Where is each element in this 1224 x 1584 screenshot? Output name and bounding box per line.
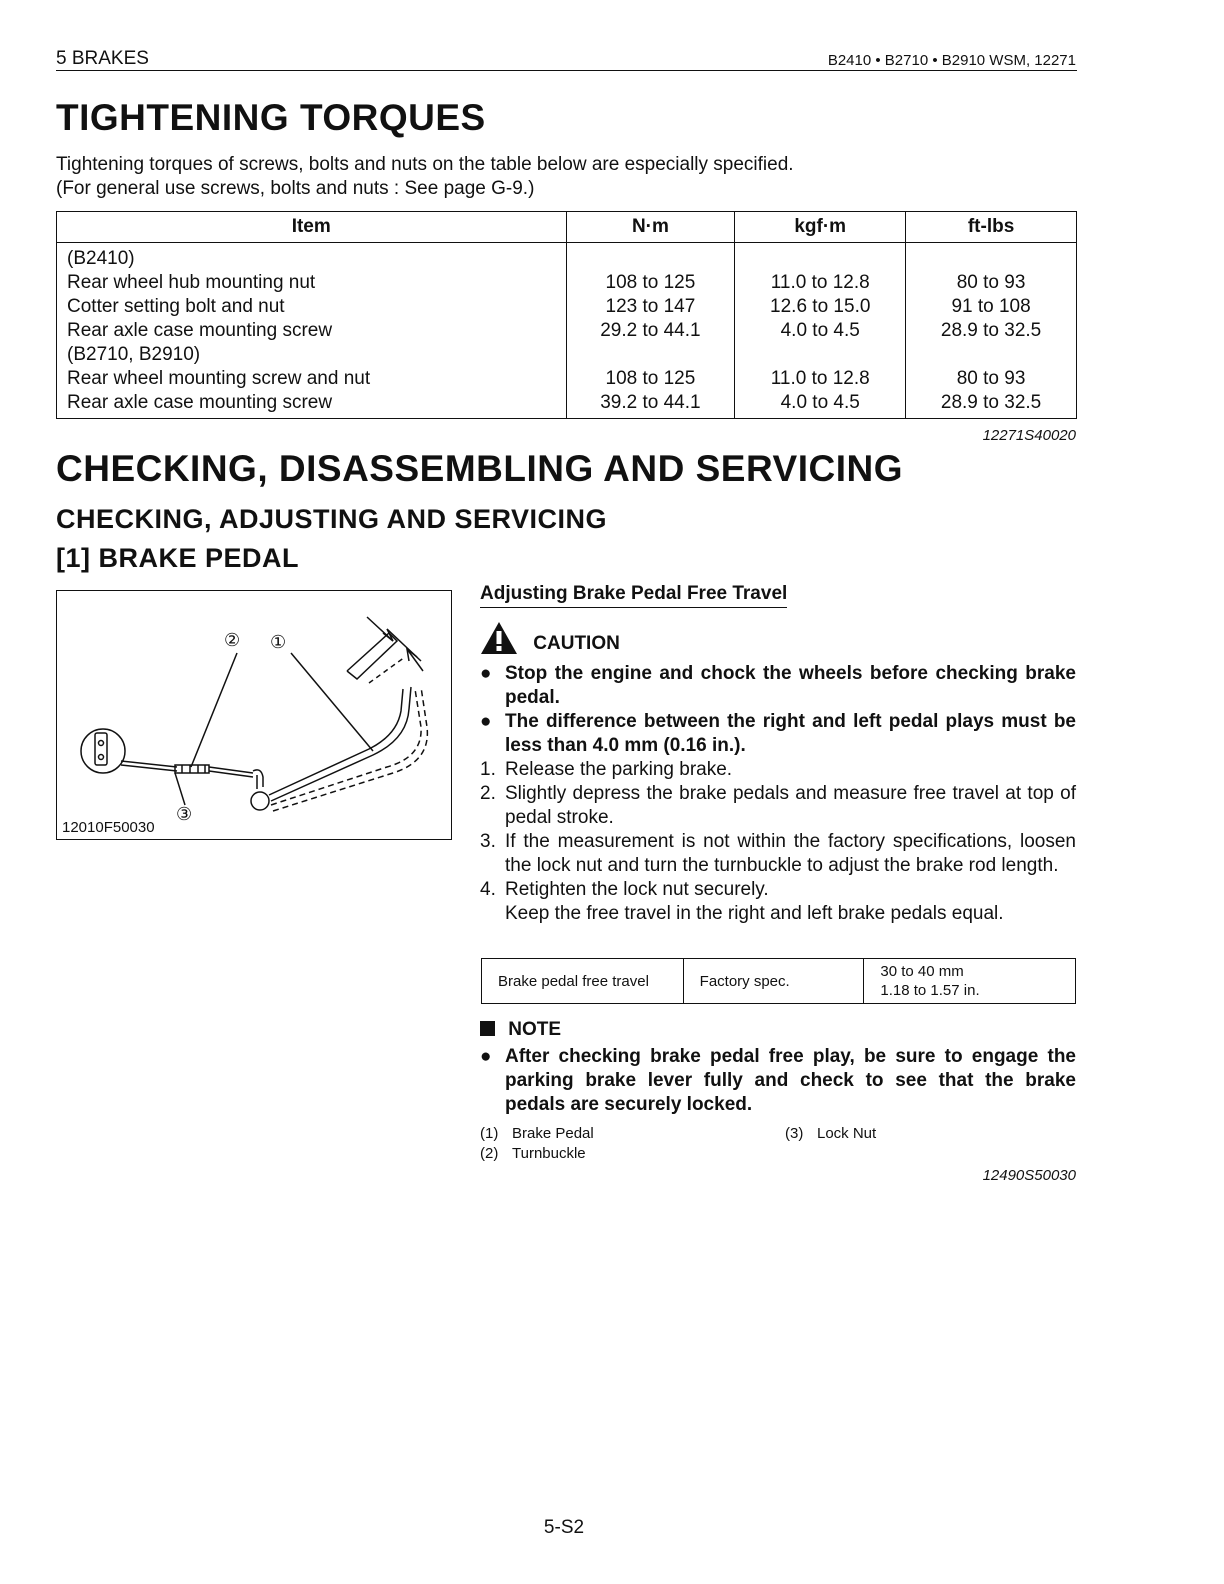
checking-subtitle: CHECKING, ADJUSTING AND SERVICING	[56, 504, 608, 534]
checking-title: CHECKING, DISASSEMBLING AND SERVICING	[56, 448, 903, 489]
caution-label: CAUTION	[533, 633, 620, 654]
caution-item: ● Stop the engine and chock the wheels before checking brake pedal.	[480, 663, 1076, 708]
column-header-item: Item	[57, 212, 567, 243]
torque-table-header	[57, 212, 1077, 243]
kgfm-value: 11.0 to 12.8	[770, 368, 870, 389]
caution-text: The difference between the right and left pedal plays must be less than 4.0 mm (0.16 in.).	[505, 711, 1076, 756]
document-code: 12490S50030	[982, 1167, 1076, 1184]
page-number: 5-S2	[543, 1517, 585, 1538]
figure-legend	[480, 1124, 594, 1164]
table-row	[482, 959, 1076, 1004]
nm-value: 29.2 to 44.1	[600, 320, 701, 341]
torque-table	[56, 211, 1077, 419]
step-number: 4.	[480, 879, 496, 900]
step-text: Slightly depress the brake pedals and measure free travel at top of pedal stroke.	[505, 783, 1076, 828]
nm-column	[566, 243, 735, 419]
step-text: If the measurement is not within the factory specifications, loosen the lock nut and turn the turnbuckle to adjust the brake rod length.	[505, 831, 1076, 876]
step-number: 3.	[480, 831, 496, 852]
item-name: Cotter setting bolt and nut	[67, 296, 285, 317]
nm-value: 123 to 147	[605, 296, 696, 317]
ftlbs-value: 80 to 93	[956, 368, 1026, 389]
item-name: Rear wheel mounting screw and nut	[67, 368, 371, 389]
nm-value: 108 to 125	[605, 272, 696, 293]
ftlbs-value: 28.9 to 32.5	[940, 320, 1042, 341]
item-column	[57, 243, 567, 419]
procedure-heading: Adjusting Brake Pedal Free Travel	[480, 583, 787, 608]
item-name: Rear axle case mounting screw	[67, 392, 333, 413]
column-header-ftlbs: ft-lbs	[906, 212, 1077, 243]
legend-number: (2)	[480, 1145, 499, 1162]
step-item	[480, 878, 1076, 902]
caution-text: Stop the engine and chock the wheels before checking brake pedal.	[505, 663, 1076, 708]
spec-item: Brake pedal free travel	[482, 959, 684, 1004]
brake-pedal-section-title: [1] BRAKE PEDAL	[56, 543, 300, 573]
kgfm-value: 4.0 to 4.5	[780, 320, 860, 341]
step-number: 2.	[480, 783, 496, 804]
kgfm-column	[735, 243, 906, 419]
step-item	[480, 782, 1076, 830]
note-text: After checking brake pedal free play, be sure to engage the parking brake lever fully and check to see that the brake pedals are securely locked.	[505, 1046, 1076, 1115]
nm-value: 108 to 125	[605, 368, 696, 389]
callout-1: ①	[270, 632, 287, 652]
note-list	[480, 1045, 1076, 1117]
ftlbs-column	[906, 243, 1077, 419]
intro-line-1: Tightening torques of screws, bolts and nuts on the table below are especially specified.	[56, 154, 794, 175]
note-label: NOTE	[508, 1019, 562, 1040]
step-text: Retighten the lock nut securely.	[505, 879, 769, 900]
step-item	[480, 830, 1076, 878]
step-extra-text: Keep the free travel in the right and left brake pedals equal.	[505, 903, 1004, 924]
spec-type: Factory spec.	[683, 959, 864, 1004]
tightening-torques-title: TIGHTENING TORQUES	[56, 97, 486, 138]
header-rule	[56, 70, 1077, 71]
caution-item: ● The difference between the right and left pedal plays must be less than 4.0 mm (0.16 in.).	[480, 711, 1076, 756]
model-group-label: (B2710, B2910)	[67, 344, 201, 365]
item-name: Rear wheel hub mounting nut	[67, 272, 316, 293]
legend-item	[785, 1124, 876, 1144]
column-header-nm: N·m	[566, 212, 735, 243]
kgfm-value: 4.0 to 4.5	[780, 392, 860, 413]
brake-pedal-diagram	[57, 591, 451, 839]
legend-label: Lock Nut	[817, 1125, 877, 1142]
callout-2: ②	[224, 630, 241, 650]
ftlbs-value: 80 to 93	[956, 272, 1026, 293]
step-item	[480, 758, 1076, 782]
legend-item	[480, 1144, 594, 1164]
callout-3: ③	[176, 804, 193, 824]
note-item: ● After checking brake pedal free play, be sure to engage the parking brake lever fully and check to see that the brake pedals are securely locked.	[480, 1046, 1076, 1115]
ftlbs-value: 28.9 to 32.5	[940, 392, 1042, 413]
step-text: Release the parking brake.	[505, 759, 733, 780]
pivot-bracket	[81, 729, 125, 773]
caution-list	[480, 662, 1076, 926]
kgfm-value: 12.6 to 15.0	[770, 296, 871, 317]
figure-code: 12010F50030	[62, 819, 155, 836]
spec-value-mm: 30 to 40 mm	[880, 963, 964, 980]
legend-number: (3)	[785, 1125, 804, 1142]
legend-label: Brake Pedal	[512, 1125, 594, 1142]
warning-triangle-icon	[480, 621, 518, 655]
legend-label: Turnbuckle	[512, 1145, 586, 1162]
intro-text	[56, 153, 794, 201]
spec-values	[864, 959, 1076, 1004]
note-heading	[480, 1019, 561, 1041]
table-row	[57, 243, 1077, 419]
brake-pedal-figure	[56, 590, 452, 840]
step-continuation	[480, 902, 1076, 926]
spec-table	[481, 958, 1076, 1004]
leader-line-1	[291, 653, 373, 751]
intro-line-2: (For general use screws, bolts and nuts : See page G-9.)	[56, 178, 535, 199]
manual-reference: B2410 • B2710 • B2910 WSM, 12271	[827, 52, 1076, 69]
legend-number: (1)	[480, 1125, 499, 1142]
ftlbs-value: 91 to 108	[951, 296, 1031, 317]
step-number: 1.	[480, 759, 496, 780]
legend-item	[480, 1124, 594, 1144]
model-group-label: (B2410)	[67, 248, 135, 269]
section-label: 5 BRAKES	[56, 48, 149, 69]
leader-line-3	[175, 773, 185, 805]
note-square-icon	[480, 1021, 495, 1036]
column-header-kgfm: kgf·m	[735, 212, 906, 243]
item-name: Rear axle case mounting screw	[67, 320, 333, 341]
kgfm-value: 11.0 to 12.8	[770, 272, 870, 293]
spec-value-in: 1.18 to 1.57 in.	[880, 982, 980, 999]
nm-value: 39.2 to 44.1	[600, 392, 701, 413]
brake-pedal	[347, 633, 397, 679]
document-code: 12271S40020	[982, 427, 1076, 444]
caution-heading	[480, 621, 620, 655]
leader-line-2	[191, 653, 237, 767]
